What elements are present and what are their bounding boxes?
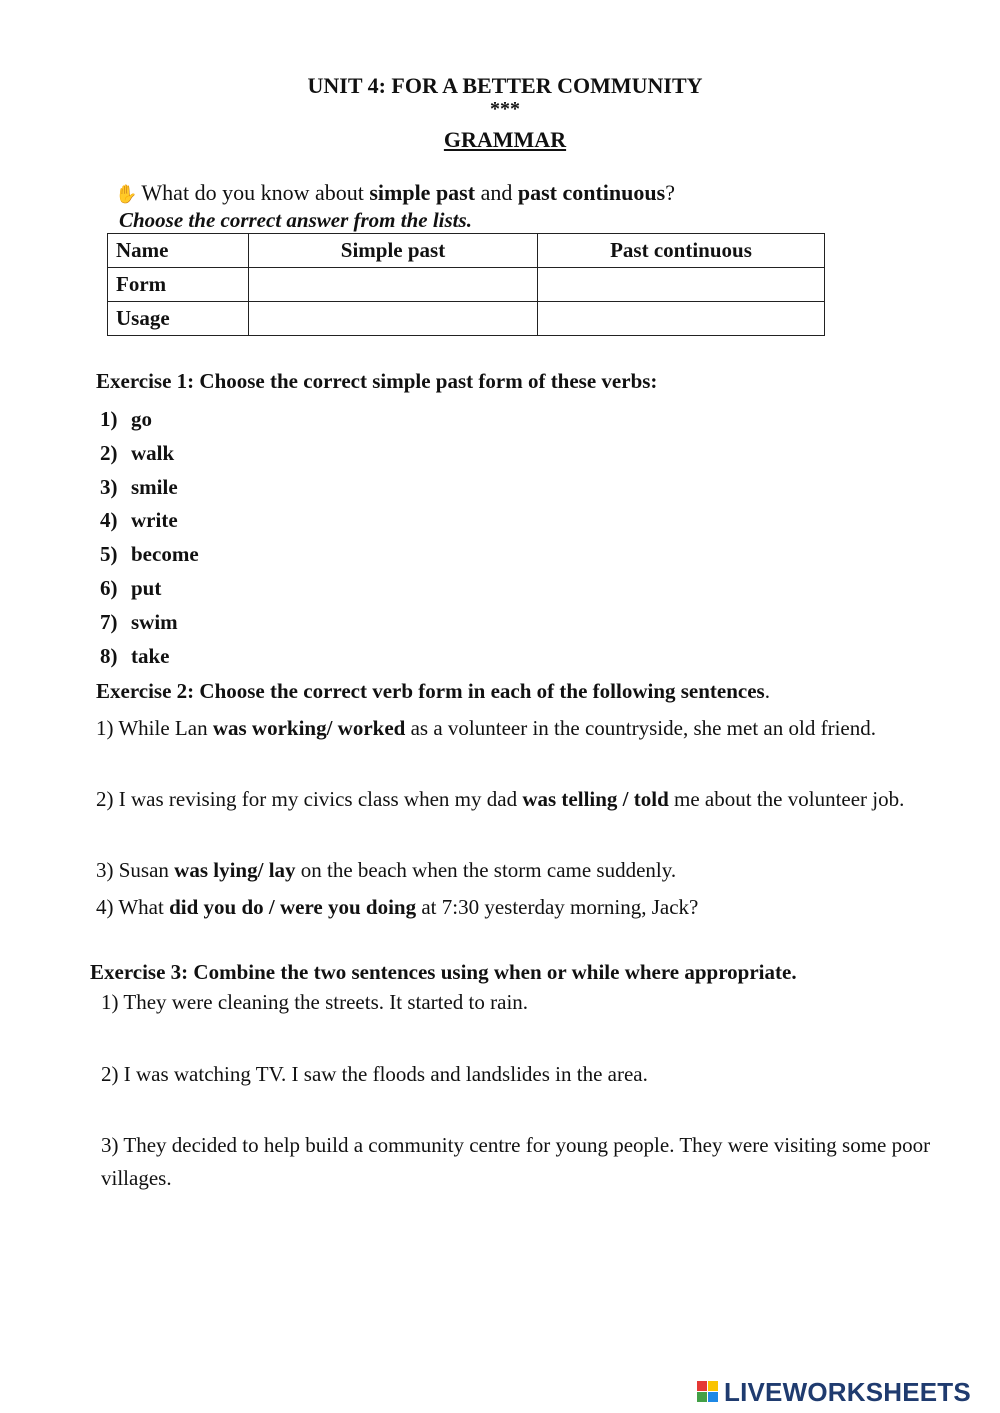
exercise-3-item: 3) They decided to help build a community centre for young people. They were visiting some poor villages.	[101, 1133, 931, 1190]
answer-cell-usage-past-continuous[interactable]	[538, 302, 825, 336]
list-item: 1) go	[100, 407, 152, 431]
exercise-3-item: 2) I was watching TV. I saw the floods and landslides in the area.	[101, 1062, 648, 1086]
table-header-cell: Simple past	[249, 234, 538, 268]
liveworksheets-logo	[697, 1376, 997, 1408]
list-item: 4) write	[100, 508, 178, 533]
instruction: Choose the correct answer from the lists.	[119, 208, 472, 232]
section-heading: GRAMMAR	[443, 127, 567, 152]
list-item: 3) smile	[100, 474, 178, 499]
unit-title: UNIT 4: FOR A BETTER COMMUNITY	[307, 73, 703, 98]
list-item: 2) walk	[100, 440, 175, 465]
table-row-label: Usage	[108, 302, 249, 336]
table-header-cell: Past continuous	[538, 234, 825, 268]
logo-text: LIVEWORKSHEETS	[724, 1377, 971, 1407]
answer-cell-form-simple-past[interactable]	[249, 268, 538, 302]
list-item: 8) take	[100, 643, 170, 668]
exercise-2-sentence: 4) What did you do / were you doing at 7:30 yesterday morning, Jack?	[96, 895, 699, 919]
verb-choice[interactable]: was working/ worked	[212, 716, 406, 740]
verb-choice[interactable]: was lying/ lay	[174, 858, 296, 882]
answer-cell-form-past-continuous[interactable]	[538, 268, 825, 302]
intro-question: ✋ What do you know about simple past and past continuous?	[115, 180, 675, 205]
list-item: 7) swim	[100, 609, 178, 634]
exercise-2-sentence: 2) I was revising for my civics class when my dad was telling / told me about the volunteer job.	[96, 787, 905, 811]
table-row	[108, 268, 825, 302]
verb-choice[interactable]: was telling / told	[522, 787, 669, 811]
exercise-3-item: 1) They were cleaning the streets. It started to rain.	[101, 990, 529, 1014]
exercise-2-sentence: 1) While Lan was working/ worked as a volunteer in the countryside, she met an old friend.	[96, 716, 876, 740]
exercise-1-heading: Exercise 1: Choose the correct simple past form of these verbs:	[96, 369, 658, 393]
table-row	[108, 234, 825, 268]
table-row	[108, 302, 825, 336]
verb-choice[interactable]: did you do / were you doing	[169, 895, 417, 919]
stars-divider: ***	[490, 98, 520, 120]
list-item: 5) become	[100, 542, 199, 567]
verb-list	[100, 404, 199, 674]
answer-cell-usage-simple-past[interactable]	[249, 302, 538, 336]
list-item: 6) put	[100, 575, 162, 600]
exercise-2-sentence: 3) Susan was lying/ lay on the beach when the storm came suddenly.	[96, 858, 677, 882]
exercise-2-heading: Exercise 2: Choose the correct verb form in each of the following sentences.	[96, 679, 770, 703]
grammar-table	[107, 233, 825, 336]
table-row-label: Form	[108, 268, 249, 302]
table-header-cell: Name	[108, 234, 249, 268]
hand-icon: ✋	[115, 184, 138, 205]
exercise-3-heading: Exercise 3: Combine the two sentences using when or while where appropriate.	[90, 960, 797, 984]
logo-cube-icon	[697, 1381, 719, 1403]
